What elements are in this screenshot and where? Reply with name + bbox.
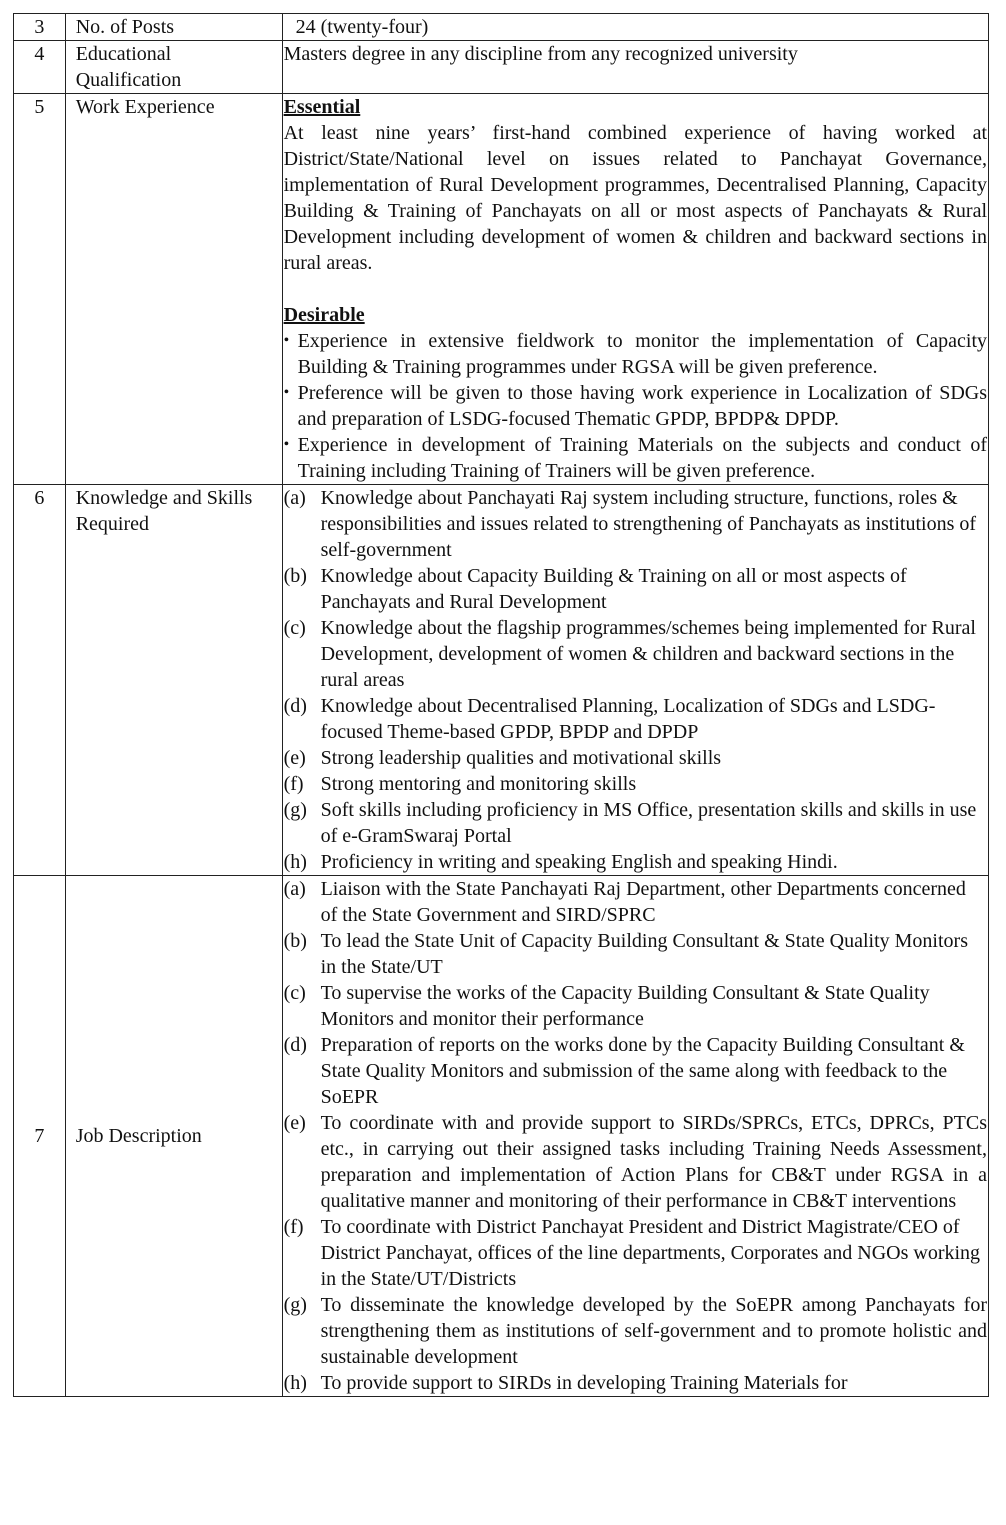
list-item: • Experience in development of Training Materials on the subjects and conduct of Training including Training of Trainers will be given preference. bbox=[283, 434, 987, 482]
row-label: Educational Qualification bbox=[65, 41, 282, 94]
table-row bbox=[14, 41, 989, 94]
row-label: Knowledge and Skills Required bbox=[65, 485, 282, 876]
row-value bbox=[282, 14, 988, 41]
row-value bbox=[282, 876, 988, 1397]
table-row bbox=[14, 14, 989, 41]
list-item: (g) Soft skills including proficiency in MS Office, presentation skills and skills in use of e-GramSwaraj Portal bbox=[283, 799, 977, 847]
list-item: (h) To provide support to SIRDs in developing Training Materials for bbox=[283, 1372, 848, 1394]
row-value bbox=[282, 485, 988, 876]
list-item: (h) Proficiency in writing and speaking English and speaking Hindi. bbox=[283, 851, 838, 873]
row-number: 5 bbox=[14, 94, 66, 485]
row-label: No. of Posts bbox=[65, 14, 282, 41]
table-row bbox=[14, 485, 989, 876]
posts-count: 24 (twenty-four) bbox=[295, 16, 429, 38]
list-item: (c) Knowledge about the flagship programmes/schemes being implemented for Rural Development, development of women & children and backward sections in the rural areas bbox=[283, 617, 976, 691]
table-row bbox=[14, 94, 989, 485]
row-value bbox=[282, 94, 988, 485]
row-number: 7 bbox=[14, 876, 66, 1397]
list-item: (e) Strong leadership qualities and motivational skills bbox=[283, 747, 722, 769]
list-item: (f) Strong mentoring and monitoring skills bbox=[283, 773, 637, 795]
row-value: Masters degree in any discipline from any recognized university bbox=[282, 41, 988, 94]
desirable-heading: Desirable bbox=[283, 304, 365, 326]
list-item: (d) Knowledge about Decentralised Planning, Localization of SDGs and LSDG-focused Theme-based GPDP, BPDP and DPDP bbox=[283, 695, 936, 743]
list-item: (b) Knowledge about Capacity Building & Training on all or most aspects of Panchayats and Rural Development bbox=[283, 565, 907, 613]
list-item: • Experience in extensive fieldwork to monitor the implementation of Capacity Building & Training programmes under RGSA will be given preference. bbox=[283, 330, 987, 378]
recruitment-table-page bbox=[13, 13, 989, 1397]
row-number: 6 bbox=[14, 485, 66, 876]
list-item: (e) To coordinate with and provide support to SIRDs/SPRCs, ETCs, DPRCs, PTCs etc., in carrying out their assigned tasks including Training Needs Assessment, preparation and implementation of Action Plans for CB&T under RGSA in a qualitative manner and monitoring of their performance in CB&T interventions bbox=[283, 1112, 987, 1212]
row-number: 3 bbox=[14, 14, 66, 41]
list-item: (f) To coordinate with District Panchayat President and District Magistrate/CEO of District Panchayat, offices of the line departments, Corporates and NGOs working in the State/UT/Districts bbox=[283, 1216, 981, 1290]
row-label: Job Description bbox=[65, 876, 282, 1397]
list-item: (d) Preparation of reports on the works done by the Capacity Building Consultant & State Quality Monitors and submission of the same along with feedback to the SoEPR bbox=[283, 1034, 965, 1108]
list-item: (c) To supervise the works of the Capacity Building Consultant & State Quality Monitors and monitor their performance bbox=[283, 982, 930, 1030]
table-row bbox=[14, 876, 989, 1397]
row-number: 4 bbox=[14, 41, 66, 94]
list-item: (g) To disseminate the knowledge developed by the SoEPR among Panchayats for strengthening them as institutions of self-government and to promote holistic and sustainable development bbox=[283, 1294, 987, 1368]
list-item: (b) To lead the State Unit of Capacity Building Consultant & State Quality Monitors in the State/UT bbox=[283, 930, 968, 978]
bullet-icon: • bbox=[283, 332, 290, 349]
essential-text: At least nine years’ first-hand combined experience of having worked at District/State/National level on issues related to Panchayat Governance, implementation of Rural Development programmes, Decentralised Planning, Capacity Building & Training of Panchayats on all or most aspects of Panchayats & Rural Development including development of women & children and backward sections in rural areas. bbox=[283, 122, 987, 274]
bullet-icon: • bbox=[283, 436, 290, 453]
list-item: • Preference will be given to those having work experience in Localization of SDGs and preparation of LSDG-focused Thematic GPDP, BPDP& DPDP. bbox=[283, 382, 987, 430]
list-item: (a) Liaison with the State Panchayati Raj Department, other Departments concerned of the State Government and SIRD/SPRC bbox=[283, 878, 966, 926]
row-label: Work Experience bbox=[65, 94, 282, 485]
post-details-table bbox=[13, 13, 989, 1397]
spacer bbox=[284, 276, 987, 302]
list-item: (a) Knowledge about Panchayati Raj system including structure, functions, roles & responsibilities and issues related to strengthening of Panchayats as institutions of self-government bbox=[283, 487, 977, 561]
essential-heading: Essential bbox=[283, 96, 361, 118]
bullet-icon: • bbox=[283, 384, 290, 401]
